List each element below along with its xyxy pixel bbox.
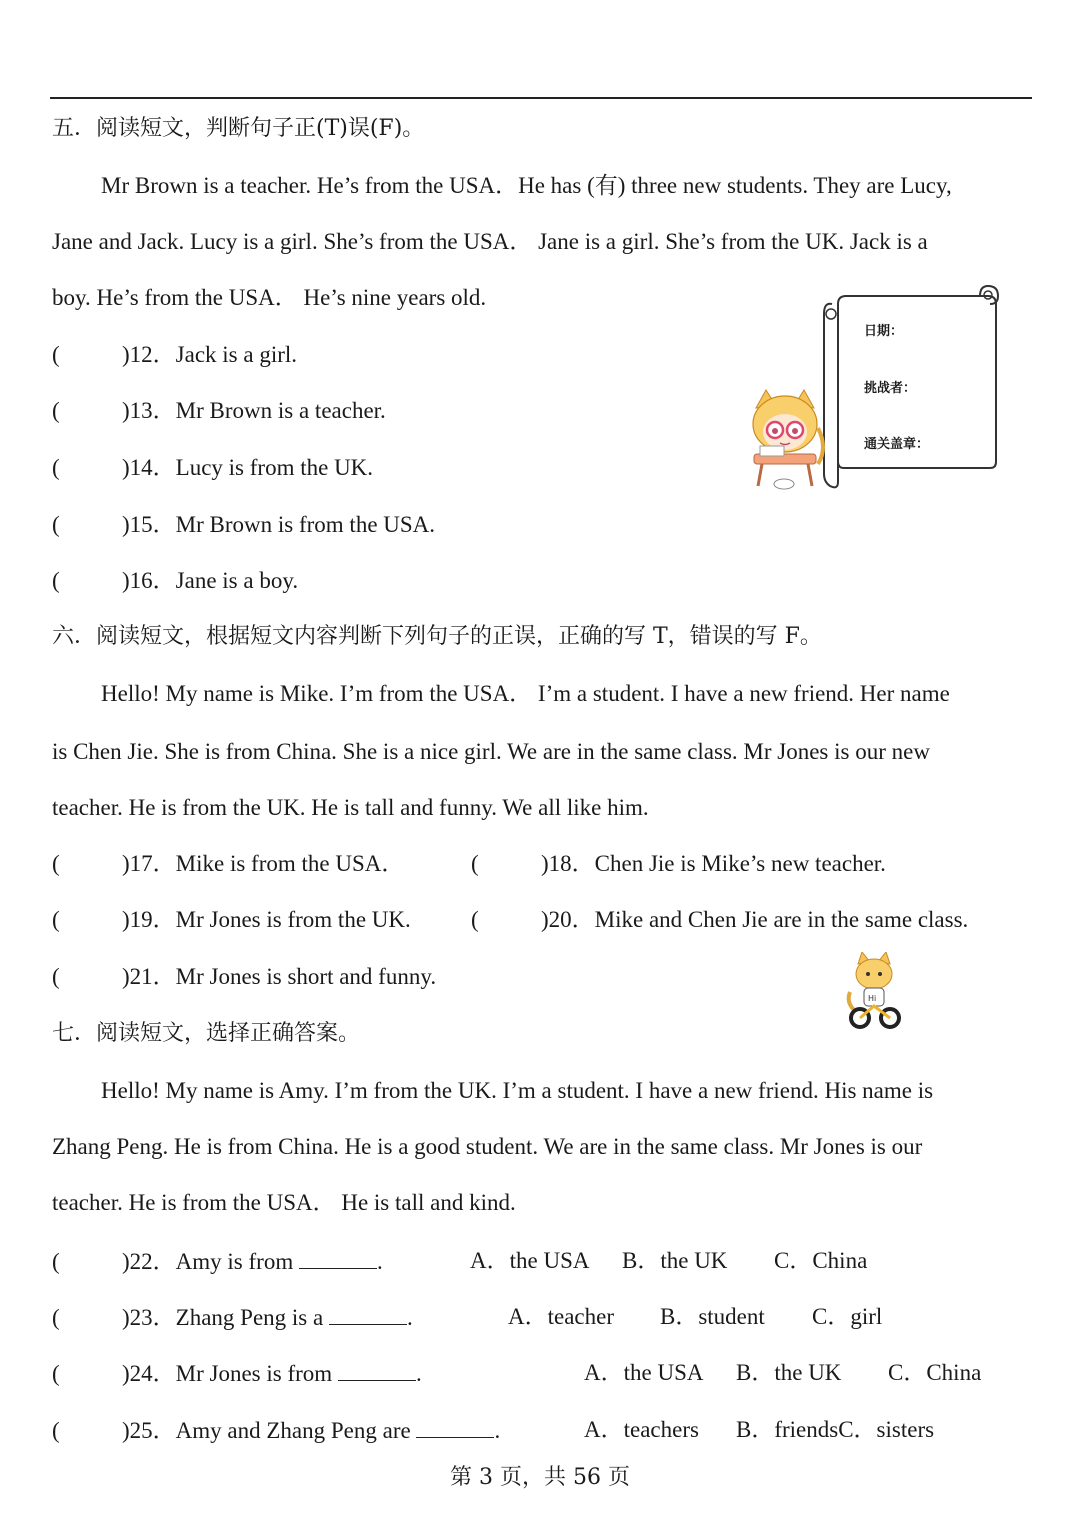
- question-13[interactable]: [52, 396, 386, 426]
- answer-paren: (: [52, 455, 60, 480]
- answer-paren: (: [52, 1249, 60, 1274]
- question-16[interactable]: [52, 566, 298, 596]
- question-21[interactable]: [52, 962, 436, 992]
- question-text: )17．Mike is from the USA．: [122, 851, 405, 876]
- question-19[interactable]: [52, 905, 411, 935]
- section-5-passage-line-1: Mr Brown is a teacher. He’s from the USA．He has (有) three new students. They are Lucy,: [101, 173, 952, 198]
- question-text: )24．Mr Jones is from: [122, 1361, 333, 1386]
- badge-date-label: 日期：: [864, 324, 904, 339]
- section-7-passage-line-3: teacher. He is from the USA． He is tall and kind.: [52, 1190, 516, 1215]
- section-7-heading: 七．阅读短文，选择正确答案。: [52, 1021, 361, 1046]
- question-text: )20．Mike and Chen Jie are in the same class.: [541, 907, 969, 932]
- badge-stamp-label: 通关盖章：: [864, 437, 930, 452]
- section-7-passage-line-1: Hello! My name is Amy. I’m from the UK. I’m a student. I have a new friend. His name is: [101, 1078, 934, 1103]
- cartoon-kid-bike-icon: [846, 952, 902, 1030]
- section-5-passage-line-3: boy. He’s from the USA． He’s nine years old.: [52, 285, 487, 310]
- answer-paren: (: [471, 851, 479, 876]
- question-24[interactable]: ( )24．Mr Jones is from .: [52, 1358, 422, 1389]
- section-6-passage-line-3: teacher. He is from the UK. He is tall and funny. We all like him.: [52, 795, 649, 820]
- question-text: )21．Mr Jones is short and funny.: [122, 964, 437, 989]
- question-12[interactable]: [52, 340, 297, 370]
- answer-blank[interactable]: [416, 1415, 494, 1438]
- answer-blank[interactable]: [299, 1246, 377, 1269]
- badge-challenger-label: 挑战者：: [864, 381, 917, 396]
- question-text: )12．Jack is a girl.: [122, 342, 298, 367]
- question-23[interactable]: ( )23．Zhang Peng is a .: [52, 1302, 413, 1333]
- question-text: )19．Mr Jones is from the UK.: [122, 907, 411, 932]
- answer-paren: (: [52, 512, 60, 537]
- question-18[interactable]: [471, 849, 886, 879]
- question-17[interactable]: [52, 849, 404, 879]
- answer-paren: (: [52, 1418, 60, 1443]
- section-6-passage-line-2: is Chen Jie. She is from China. She is a nice girl. We are in the same class. Mr Jones is our new: [52, 739, 930, 764]
- question-text: )14．Lucy is from the UK.: [122, 455, 374, 480]
- answer-paren: (: [52, 1305, 60, 1330]
- question-text: )23．Zhang Peng is a: [122, 1305, 324, 1330]
- option-25-b-c[interactable]: B．friendsC．sisters: [736, 1417, 935, 1442]
- question-text: )22．Amy is from: [122, 1249, 294, 1274]
- header-rule: [50, 97, 1032, 99]
- question-text: )18．Chen Jie is Mike’s new teacher.: [541, 851, 886, 876]
- answer-paren: (: [52, 398, 60, 423]
- question-14[interactable]: [52, 453, 373, 483]
- section-5-passage-line-2: Jane and Jack. Lucy is a girl. She’s from the USA． Jane is a girl. She’s from the UK. Jack is a: [52, 229, 928, 254]
- question-text: )25．Amy and Zhang Peng are: [122, 1418, 411, 1443]
- option-22-c[interactable]: C．China: [774, 1248, 868, 1273]
- question-text: )15．Mr Brown is from the USA.: [122, 512, 436, 537]
- question-text: )16．Jane is a boy.: [122, 568, 299, 593]
- answer-paren: (: [471, 907, 479, 932]
- answer-paren: (: [52, 907, 60, 932]
- section-6-passage-line-1: Hello! My name is Mike. I’m from the USA． I’m a student. I have a new friend. Her name: [101, 681, 950, 706]
- option-24-a[interactable]: A．the USA: [584, 1360, 704, 1385]
- option-23-a[interactable]: A．teacher: [508, 1304, 614, 1329]
- answer-paren: (: [52, 1361, 60, 1386]
- option-23-c[interactable]: C．girl: [812, 1304, 883, 1329]
- question-text: )13．Mr Brown is a teacher.: [122, 398, 386, 423]
- answer-paren: (: [52, 851, 60, 876]
- section-7-passage-line-2: Zhang Peng. He is from China. He is a good student. We are in the same class. Mr Jones is our: [52, 1134, 923, 1159]
- option-24-c[interactable]: C．China: [888, 1360, 982, 1385]
- answer-paren: (: [52, 342, 60, 367]
- option-22-a[interactable]: A．the USA: [470, 1248, 590, 1273]
- option-25-a[interactable]: A．teachers: [584, 1417, 699, 1442]
- answer-paren: (: [52, 568, 60, 593]
- question-22[interactable]: ( )22．Amy is from .: [52, 1246, 383, 1277]
- answer-blank[interactable]: [329, 1302, 407, 1325]
- option-22-b[interactable]: B．the UK: [622, 1248, 728, 1273]
- cartoon-girl-studying-icon: [742, 388, 828, 492]
- question-25[interactable]: ( )25．Amy and Zhang Peng are .: [52, 1415, 500, 1446]
- page-number: 第 3 页，共 56 页: [450, 1465, 630, 1490]
- svg-text:Hi: Hi: [868, 994, 877, 1003]
- option-23-b[interactable]: B．student: [660, 1304, 765, 1329]
- answer-paren: (: [52, 964, 60, 989]
- question-20[interactable]: [471, 905, 968, 935]
- question-15[interactable]: [52, 510, 435, 540]
- section-6-heading: 六．阅读短文，根据短文内容判断下列句子的正误，正确的写 T，错误的写 F。: [52, 624, 822, 649]
- section-5-heading: 五．阅读短文，判断句子正(T)误(F)。: [52, 116, 425, 141]
- answer-blank[interactable]: [338, 1358, 416, 1381]
- option-24-b[interactable]: B．the UK: [736, 1360, 842, 1385]
